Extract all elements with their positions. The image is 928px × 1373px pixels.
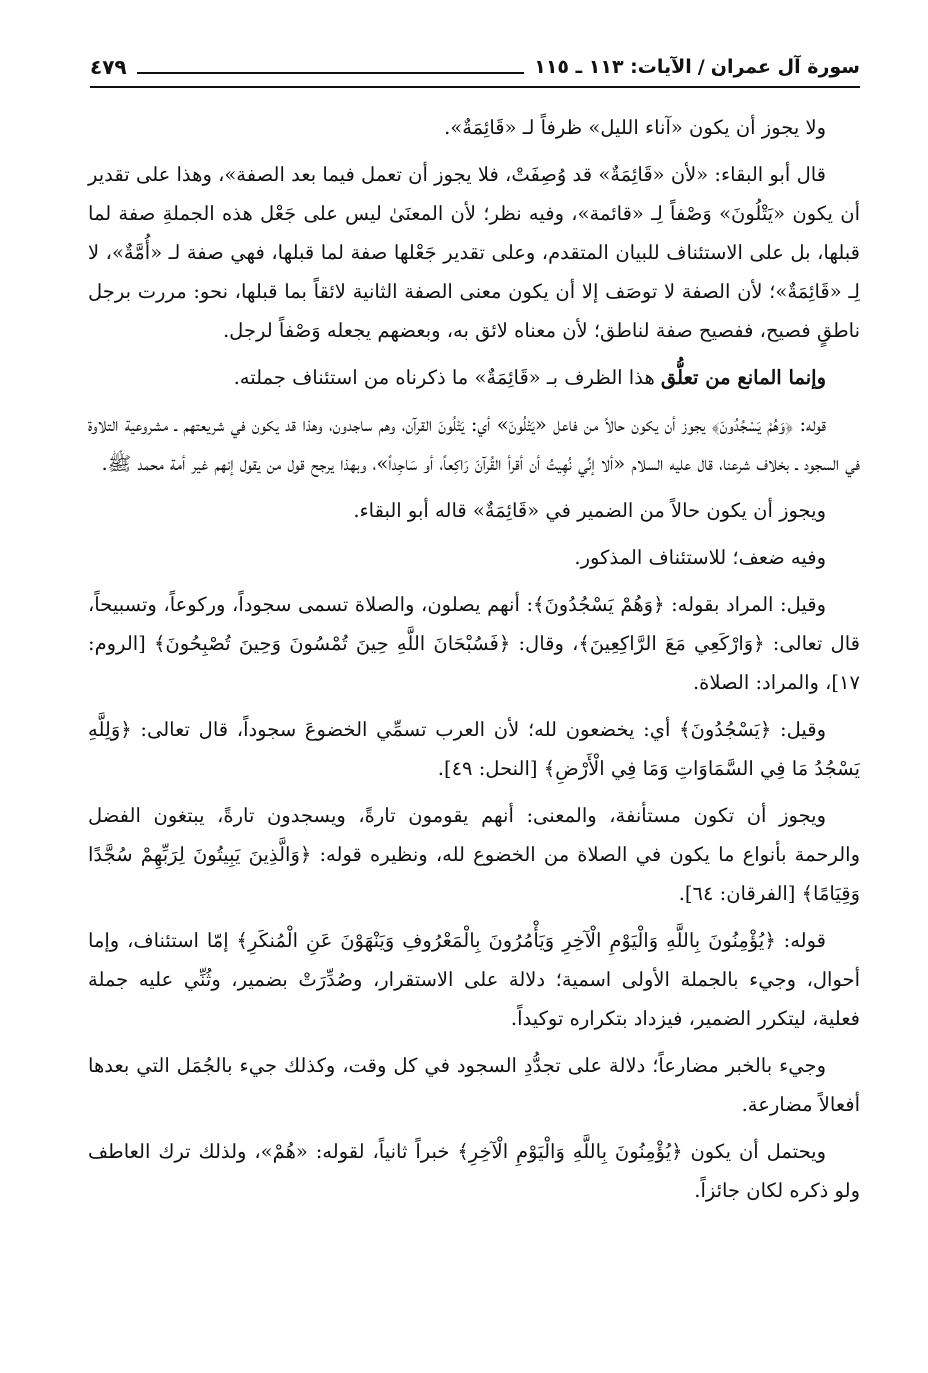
header-separator: / [697,56,705,78]
paragraph [88,796,860,913]
verse-range: الآيات: ١١٣ ـ ١١٥ [534,56,692,78]
paragraph-text: ويجوز أن تكون مستأنفة، والمعنى: أنهم يقومون تارةً، ويسجدون تارةً، يبتغون الفضل والرحمة بأنواع ما يكون في الصلاة من الخضوع لله، ونظيره قوله: ﴿وَالَّذِينَ يَبِيتُونَ لِرَبِّهِمْ سُجَّدًا وَقِيَامًا﴾ [الفرقان: ٦٤]. [88,804,860,905]
paragraph-lead: وإنما المانع من تعلُّق [660,366,826,389]
paragraph-text: ويحتمل أن يكون ﴿يُؤْمِنُونَ بِاللَّهِ وَالْيَوْمِ الْآخِرِ﴾ خبراً ثانياً، لقوله: «هُمْ»، ولذلك ترك العاطف ولو ذكره لكان جائزاً. [88,1140,860,1202]
paragraph-text: هذا الظرف بـ «قَائِمَةٌ» ما ذكرناه من استئناف جملته. [233,366,661,389]
paragraph [88,921,860,1038]
paragraph [88,491,860,530]
paragraph-text: ويجوز أن يكون حالاً من الضمير في «قَائِمَةٌ» قاله أبو البقاء. [353,499,826,522]
paragraph [88,108,860,147]
paragraph [88,358,860,397]
paragraph-text: وفيه ضعف؛ للاستئناف المذكور. [574,546,826,569]
page-body [88,108,860,1218]
paragraph-text: وقيل: المراد بقوله: ﴿وَهُمْ يَسْجُدُونَ﴾: أنهم يصلون، والصلاة تسمى سجوداً، وركوعاً، وتسبيحاً، قال تعالى: ﴿وَارْكَعِي مَعَ الرَّاكِعِينَ﴾، وقال: ﴿فَسُبْحَانَ اللَّهِ حِينَ تُمْسُونَ وَحِينَ تُصْبِحُونَ﴾ [الروم: ١٧]، والمراد: الصلاة. [88,593,860,694]
paragraph-text: وقيل: ﴿يَسْجُدُونَ﴾ أي: يخضعون لله؛ لأن العرب تسمِّي الخضوعَ سجوداً، قال تعالى: ﴿وَلِلَّهِ يَسْجُدُ مَا فِي السَّمَاوَاتِ وَمَا فِي الْأَرْضِ﴾ [النحل: ٤٩]. [88,718,860,780]
paragraph [88,538,860,577]
header-leader-line [137,60,525,74]
paragraph [88,710,860,788]
surah-name: سورة آل عمران [710,56,860,78]
paragraph [88,1046,860,1124]
running-header [90,50,860,84]
paragraph [88,405,860,483]
page-number: ٤٧٩ [90,55,127,79]
paragraph-text: ولا يجوز أن يكون «آناء الليل» ظرفاً لـ «قَائِمَةٌ». [444,116,826,139]
paragraph [88,155,860,350]
paragraph-text: قال أبو البقاء: «لأن «قَائِمَةٌ» قد وُصِفَتْ، فلا يجوز أن تعمل فيما بعد الصفة»، وهذا على تقدير أن يكون «يَتْلُونَ» وَصْفاً لِـ «قائمة»، وفيه نظر؛ لأن المعنَىٰ ليس على جَعْل هذه الجملةِ صفة لما قبلها، بل على الاستئناف للبيان المتقدم، وعلى تقدير جَعْلها صفة لما قبلها، فهي صفة لـ «أُمَّةٌ»، لا لِـ «قَائِمَةٌ»؛ لأن الصفة لا توصَف إلا أن يكون معنى الصفة الثانية لائقاً بما قبلها، نحو: مررت برجل ناطقٍ فصيح، ففصيح صفة لناطق؛ لأن معناه لائق به، وبعضهم يجعله وَصْفاً لرجل. [88,163,860,342]
paragraph-text: قوله: ﴿يُؤْمِنُونَ بِاللَّهِ وَالْيَوْمِ الْآخِرِ وَيَأْمُرُونَ بِالْمَعْرُوفِ وَيَنْهَوْنَ عَنِ الْمُنكَرِ﴾ إمّا استئناف، وإما أحوال، وجيء بالجملة الأولى اسمية؛ دلالة على الاستقرار، وصُدِّرَتْ بضمير، وثُنِّي عليه جملة فعلية، ليتكرر الضمير، فيزداد بتكراره توكيداً. [88,929,860,1030]
header-rule [90,86,860,88]
paragraph [88,585,860,702]
paragraph [88,1132,860,1210]
header-title [534,56,860,78]
paragraph-text: وجيء بالخبر مضارعاً؛ دلالة على تجدُّدِ السجود في كل وقت، وكذلك جيء بالجُمَل التي بعدها أفعالاً مضارعة. [88,1054,860,1116]
paragraph-text: قوله: ﴿وَهُمْ يَسْجُدُونَ﴾ يجوز أن يكون حالاً من فاعل «يَتْلُونَ» أي: يَتْلُونَ القرآن، وهم ساجدون، وهذا قد يكون في شريعتهم ـ مشروعية التلاوة في السجود ـ بخلاف شرعنا، قال عليه السلام «ألا إنِّي نُهِيتُ أن أقرأ القُرآنَ رَاكِعاً، أو سَاجِداً»، وبهذا يرجح قول من يقول إنهم غير أمة محمد ﷺ. [88,413,860,475]
